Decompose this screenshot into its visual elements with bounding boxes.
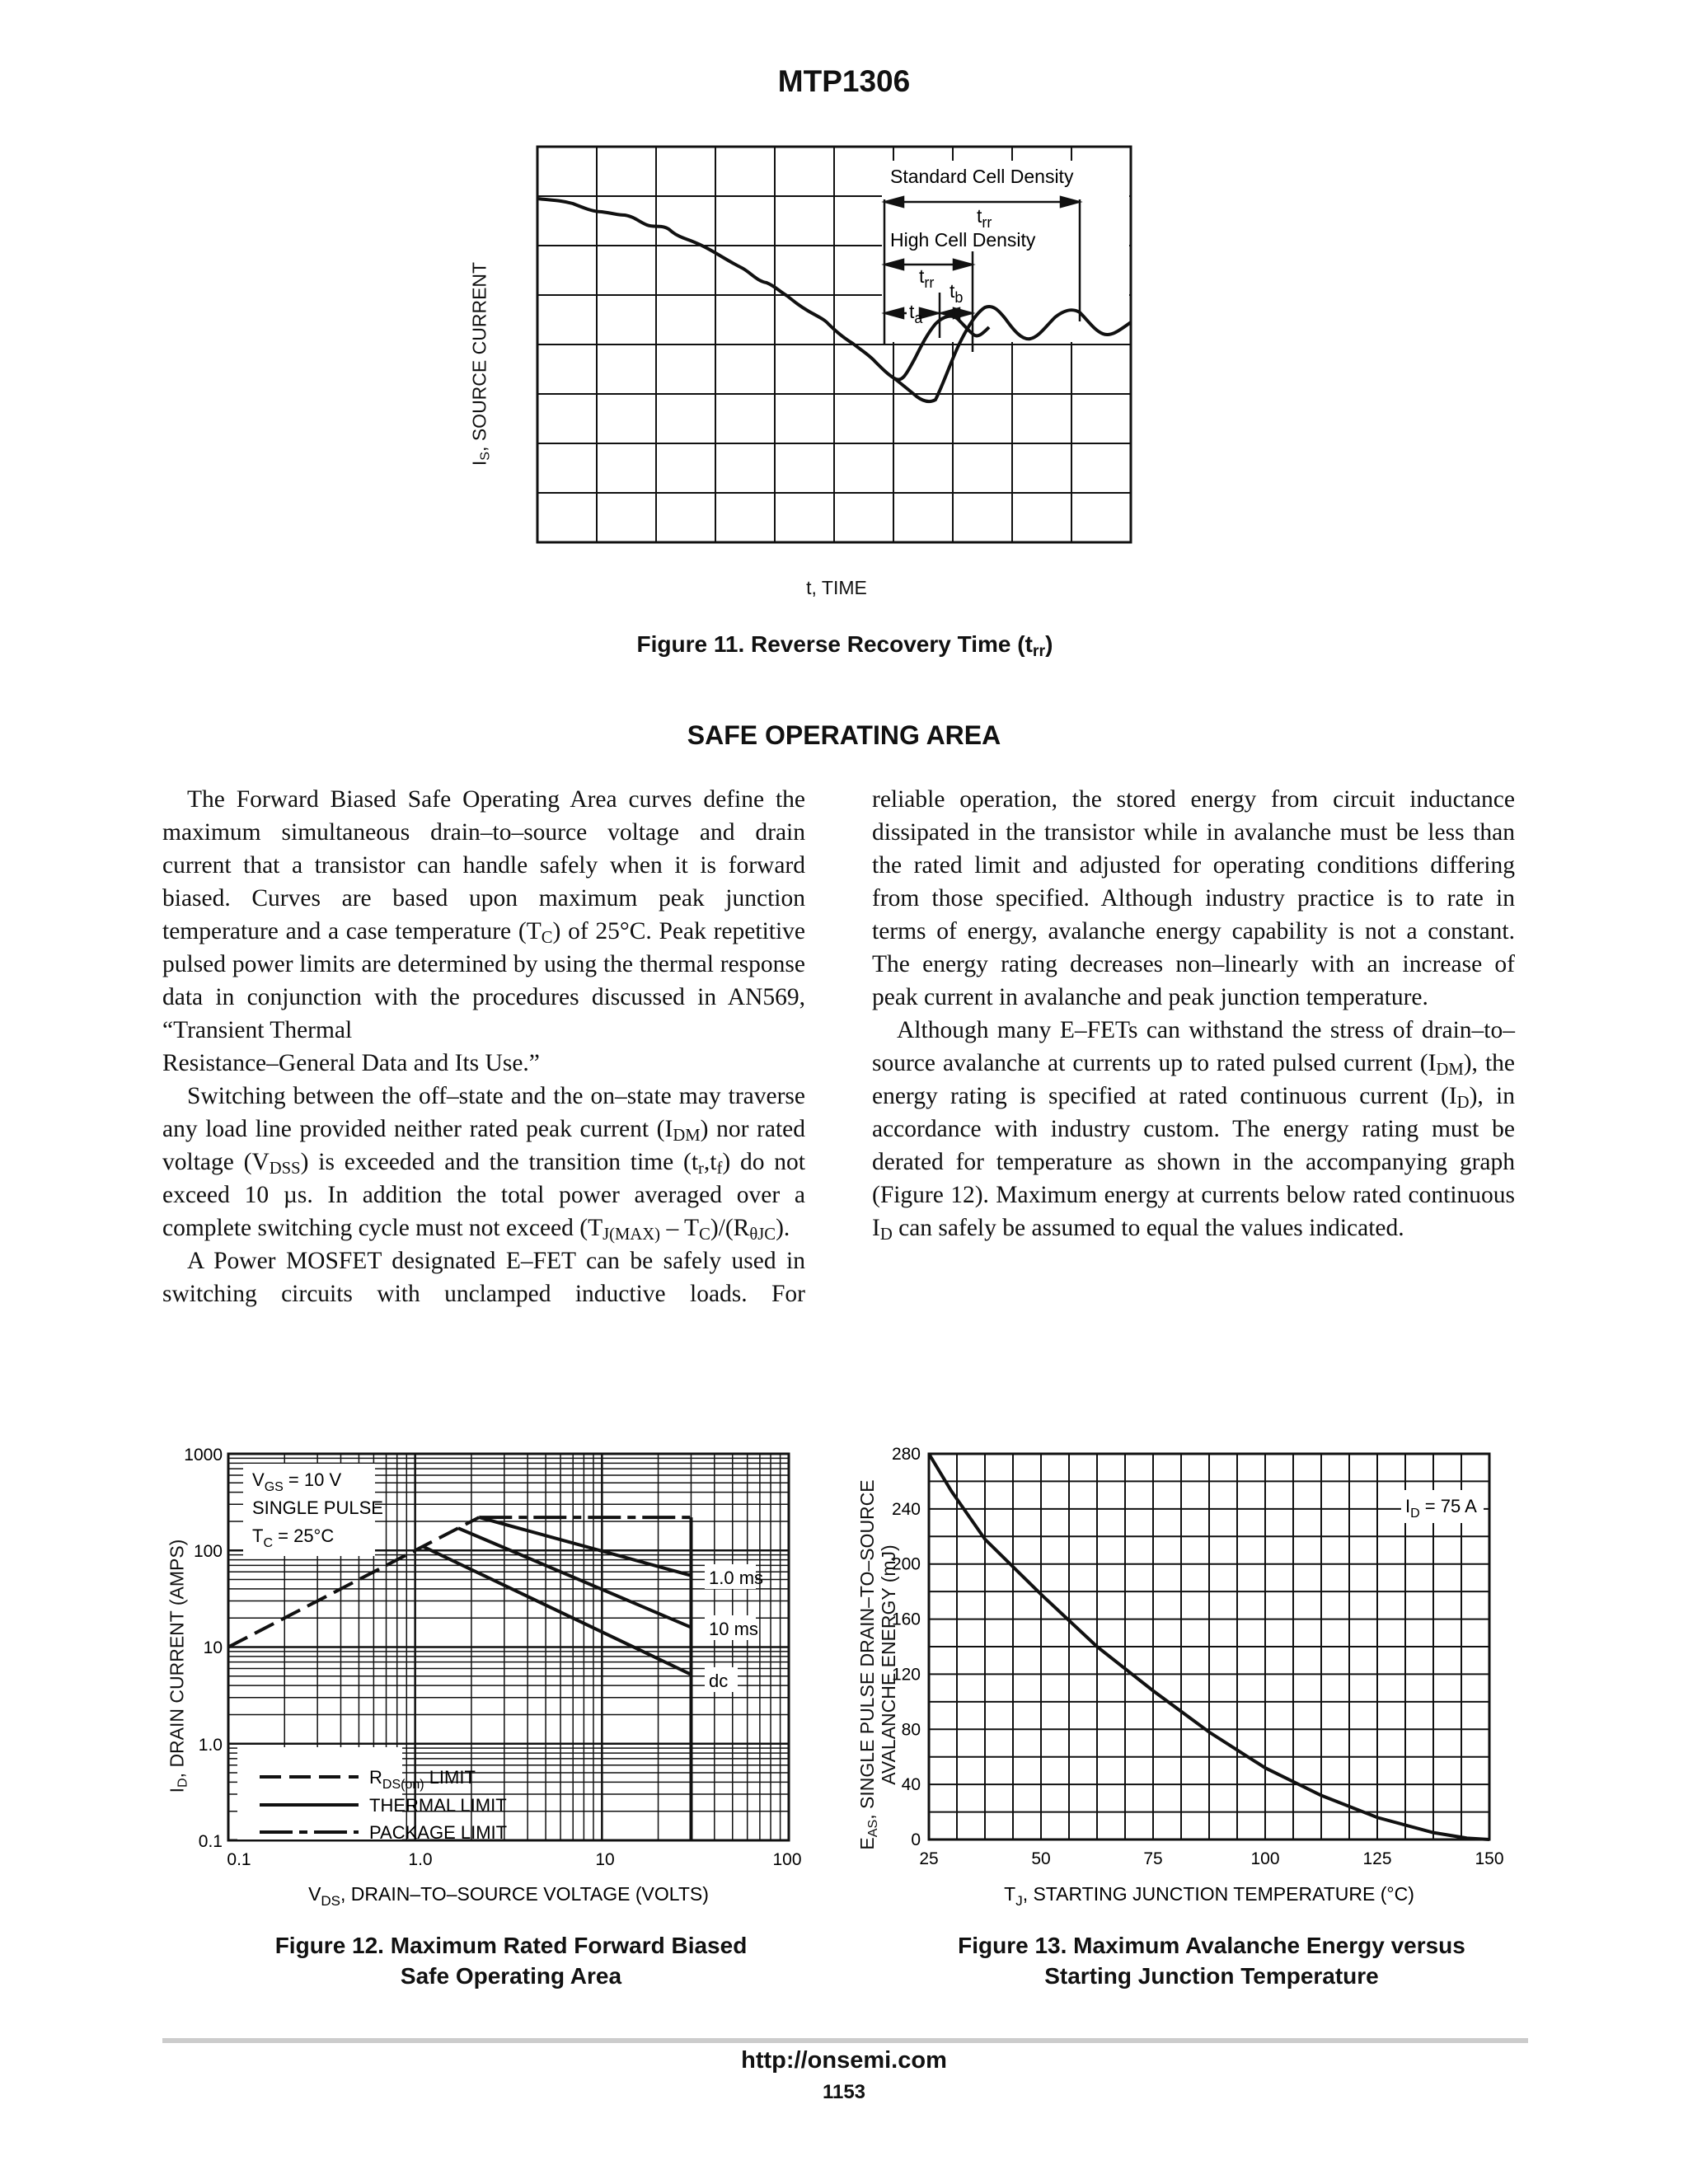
page-number: 1153 [822,2081,866,2103]
fig12-label-dc: dc [709,1671,729,1691]
fig12-caption: Figure 12. Maximum Rated Forward Biased Safe Operating Area [274,1933,748,1989]
fig11-chart [495,136,1154,565]
fig13-ytick: 120 [891,1665,921,1685]
fig13-chart [874,1434,1533,1912]
fig11-trr-std: $t_{rr}$ [977,205,992,231]
fig12-ytick: 1.0 [198,1736,223,1755]
fig11-caption: Figure 11. Reverse Recovery Time $(t_{rr})$ [636,631,1053,660]
fig13-ytick: 240 [891,1499,921,1519]
body-left-column [162,783,805,1310]
fig12-cond-tc: $T_C = 25^\circ C$ [252,1526,335,1550]
footer-link[interactable]: http://onsemi.com [741,2047,947,2074]
fig12-xlabel: $V_{DS}$, DRAIN–TO–SOURCE VOLTAGE (VOLTS) [308,1883,709,1909]
paragraph: Resistance–General Data and Its Use.” [162,1050,540,1076]
fig13-xtick: 125 [1362,1849,1392,1868]
fig13-xtick: 75 [1143,1849,1163,1868]
fig13-ytick: 160 [891,1610,921,1629]
fig12-cond-vgs: $V_{GS} = 10$ V [252,1469,342,1494]
fig12-ytick: 1000 [184,1446,223,1465]
fig12-ytick: 0.1 [198,1832,223,1851]
fig13-xlabel: $T_J$, STARTING JUNCTION TEMPERATURE (°C) [1004,1883,1414,1909]
fig11-std-label: Standard Cell Density [890,166,1074,187]
fig12-chart [148,1434,808,1912]
fig13-ytick: 40 [901,1775,921,1795]
fig13-ytick: 80 [901,1720,921,1740]
fig13-annotation: $I_D = 75$ A [1405,1496,1477,1521]
paragraph: Although many E–FETs can withstand the stress of drain–to–source avalanche at currents up to rated pulsed current $(I_{DM})$, the energy rating is specified at rated continuous current $(I_D)$, in accordance with industry custom. The energy rating must be derated for temperature as shown in the accompanying graph (Figure 12). Maximum energy at currents below rated continuous $I_D$ can safely be assumed to equal the values indicated. [872,1017,1515,1244]
footer-rule [162,2038,1528,2043]
fig12-ytick: 100 [193,1542,223,1561]
fig11-trr-high: $t_{rr}$ [919,265,935,291]
fig12-label-10ms: 10 ms [709,1619,758,1639]
fig12-cond-pulse: SINGLE PULSE [252,1497,383,1518]
fig13-xtick: 50 [1031,1849,1051,1868]
fig13-xtick: 150 [1475,1849,1504,1868]
fig13-xticks [919,1849,1503,1868]
paragraph: A Power MOSFET designated E–FET can be safely used in switching circuits with unclamped inductive loads. For [162,1248,805,1307]
fig12-label-1ms: 1.0 ms [709,1568,764,1588]
fig13-ytick: 280 [891,1445,921,1464]
fig12-xtick: 100 [772,1850,802,1869]
fig11-tb: $t_b$ [950,280,964,306]
fig13-xtick: 100 [1250,1849,1280,1868]
fig13-caption: Figure 13. Maximum Avalanche Energy versus Starting Junction Temperature [958,1933,1465,1989]
fig12-series-1-0-ms [479,1517,691,1576]
fig12-xtick: 0.1 [227,1850,251,1869]
fig13-ytick: 200 [891,1554,921,1574]
fig13-ytick: 0 [911,1830,921,1849]
fig13-xtick: 25 [919,1849,939,1868]
fig12-legend-package: PACKAGE LIMIT [369,1822,508,1843]
fig12-xtick: 10 [595,1850,615,1869]
fig13-ylabel: $E_{AS}$, SINGLE PULSE DRAIN–TO–SOURCE AVALANCHE ENERGY (mJ) [856,1479,899,1850]
fig12-xtick: 1.0 [408,1850,433,1869]
fig12-ytick: 10 [203,1638,223,1657]
section-heading: SAFE OPERATING AREA [687,720,1001,750]
page-title: MTP1306 [777,64,911,98]
paragraph: The Forward Biased Safe Operating Area curves define the maximum simultaneous drain–to–source voltage and drain current that a transistor can handle safely when it is forward biased. Curves are based upon maximum peak junction temperature and a case temperature $(T_C)$ of 25°C. Peak repetitive pulsed power limits are determined by using the thermal response data in conjunction with the procedures discussed in AN569, “Transient Thermal [162,786,805,1043]
fig12-ylabel: $I_D$, DRAIN CURRENT (AMPS) [166,1539,190,1793]
fig11-ylabel: $I_S$, SOURCE CURRENT [468,261,493,466]
paragraph: reliable operation, the stored energy from circuit inductance dissipated in the transistor while in avalanche must be less than the rated limit and adjusted for operating conditions differing from those specified. Although industry practice is to rate in terms of energy, avalanche energy capability is not a constant. The energy rating decreases non–linearly with an increase of peak current in avalanche and peak junction temperature. [872,786,1515,1010]
fig12-legend-thermal: THERMAL LIMIT [369,1795,507,1816]
paragraph: Switching between the off–state and the on–state may traverse any load line provided neither rated peak current $(I_{DM})$ nor rated voltage $(V_{DSS})$ is exceeded and the transition time $(t_r,t_f)$ do not exceed 10 µs. In addition the total power averaged over a complete switching cycle must not exceed $(T_{J(MAX)} - T_C)/(R_{\theta JC})$. [162,1083,805,1244]
fig11-ta: $t_a$ [909,301,923,326]
body-right-column [872,783,1515,1244]
fig11-xlabel: t, TIME [806,577,867,598]
fig12-legend-rds: $R_{DS(on)}$ LIMIT [369,1767,476,1792]
fig11-high-label: High Cell Density [890,229,1036,251]
